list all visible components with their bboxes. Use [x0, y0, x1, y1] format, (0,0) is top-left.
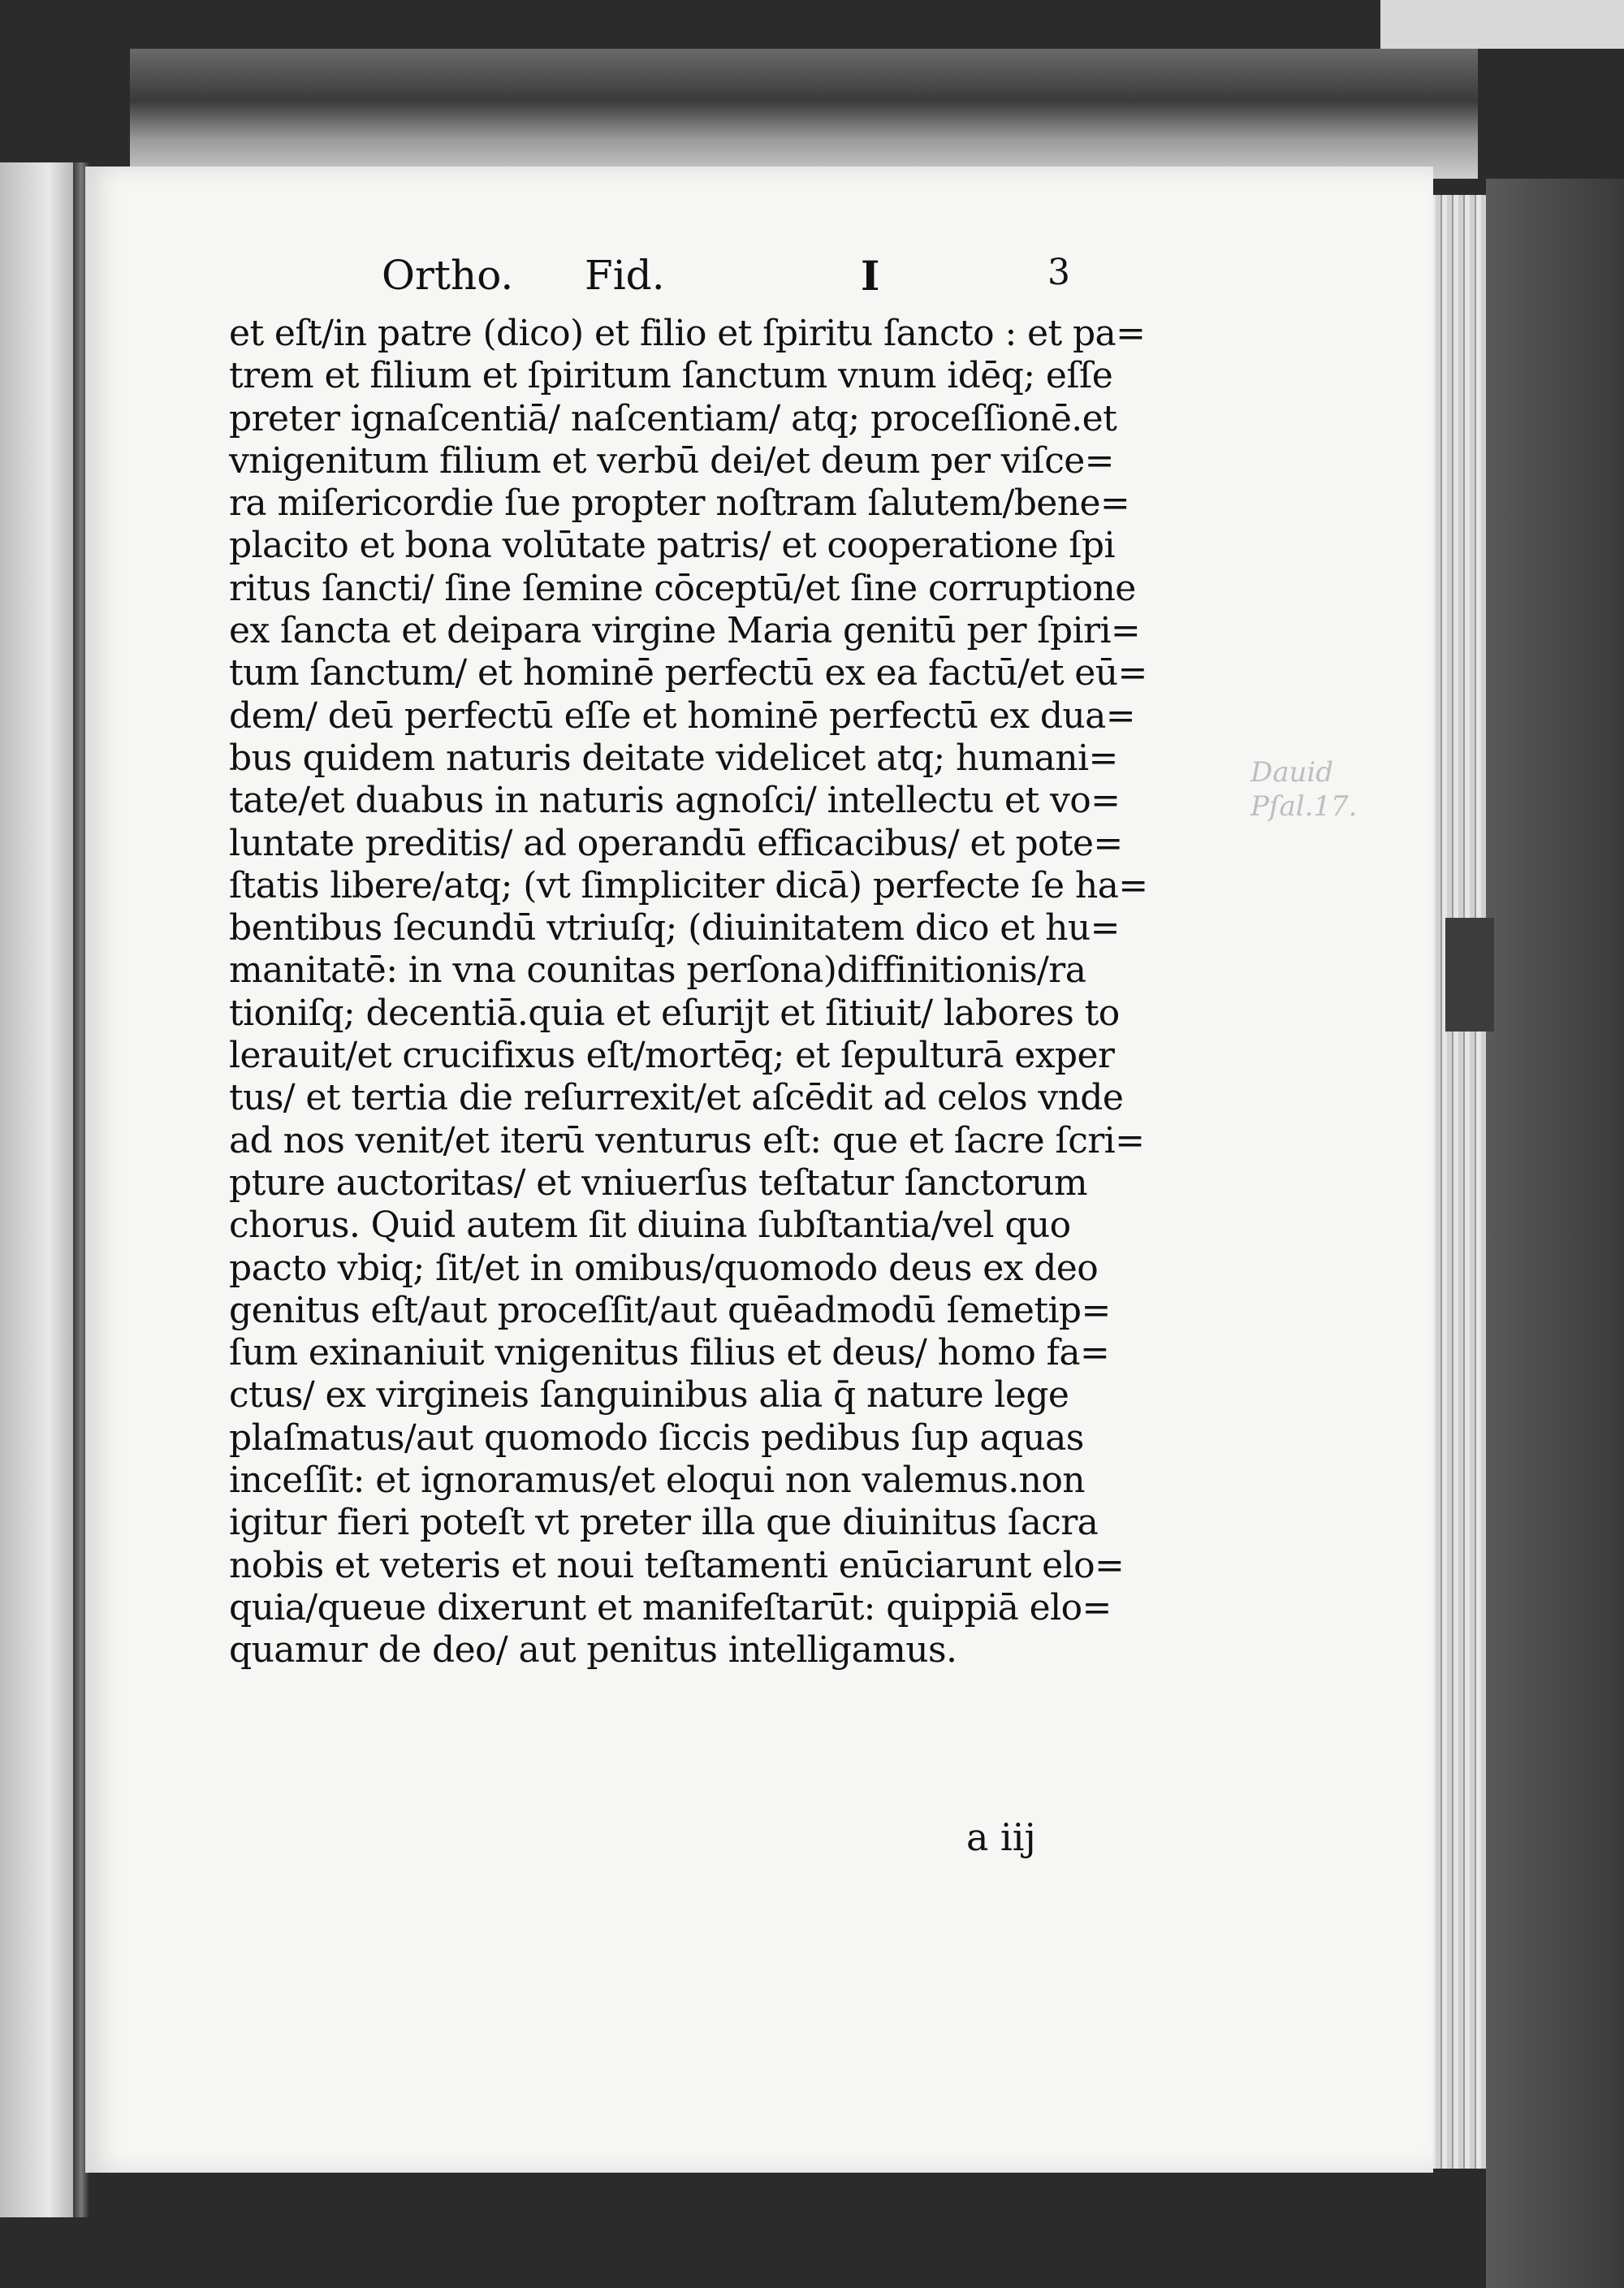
header-book-number: I [861, 252, 880, 300]
text-line: tum ſanctum/ et hominē perfectū ex ea factū/et eū= [229, 652, 1147, 694]
bleed-through-marginal-note [1250, 755, 1389, 824]
margin-note-line: Dauid [1250, 756, 1334, 789]
text-line: tioniſq; decentiā.quia et eſurijt et ſitiuit/ labores to [229, 992, 1120, 1034]
text-line: quia/queue dixerunt et manifeſtarūt: quippiā elo= [229, 1586, 1112, 1628]
text-line: nobis et veteris et noui teſtamenti enūciarunt elo= [229, 1544, 1125, 1586]
text-line: quamur de deo/ aut penitus intelligamus. [229, 1629, 957, 1672]
running-header [382, 252, 1080, 317]
margin-note-line: Pſal.17. [1250, 790, 1358, 823]
body-text [229, 313, 1148, 1672]
text-line: pacto vbiq; ſit/et in omibus/quomodo deus ex deo [229, 1247, 1099, 1289]
text-line: lerauit/et crucifixus eſt/mortēq; et ſepulturā exper [229, 1035, 1115, 1077]
folio-number: 3 [1047, 252, 1070, 293]
text-line: igitur fieri poteſt vt preter illa que diuinitus ſacra [229, 1502, 1099, 1544]
text-line: ex ſancta et deipara virgine Maria genitū per ſpiri= [229, 610, 1141, 652]
text-line: trem et filium et ſpiritum ſanctum vnum idēq; eſſe [229, 355, 1113, 397]
header-title-left: Ortho. [382, 252, 514, 299]
text-line: ad nos venit/et iterū venturus eſt: que et ſacre ſcri= [229, 1119, 1145, 1161]
text-line: inceſſit: et ignoramus/et eloqui non valemus.non [229, 1460, 1085, 1502]
text-line: placito et bona volūtate patris/ et cooperatione ſpi [229, 525, 1115, 567]
text-line: preter ignaſcentiā/ naſcentiam/ atq; proceſſionē.et [229, 397, 1117, 439]
book-cover-board [1486, 179, 1624, 2288]
text-line: manitatē: in vna counitas perſona)diffinitionis/ra [229, 949, 1086, 992]
text-line: bus quidem naturis deitate videlicet atq; humani= [229, 737, 1118, 779]
text-line: genitus eſt/aut proceſſit/aut quēadmodū ſemetip= [229, 1289, 1111, 1331]
text-line: chorus. Quid autem ſit diuina ſubſtantia/vel quo [229, 1205, 1071, 1247]
text-line: vnigenitum filium et verbū dei/et deum per viſce= [229, 439, 1114, 482]
binding-strap [1445, 918, 1494, 1032]
text-line: pture auctoritas/ et vniuerſus teſtatur ſanctorum [229, 1161, 1087, 1204]
text-line: tate/et duabus in naturis agnoſci/ intellectu et vo= [229, 780, 1121, 822]
text-line: ritus ſancti/ ſine ſemine cōceptū/et ſine corruptione [229, 567, 1136, 609]
text-line: dem/ deū perfectū eſſe et hominē perfectū ex dua= [229, 694, 1136, 737]
text-line: bentibus ſecundū vtriuſq; (diuinitatem dico et hu= [229, 907, 1120, 949]
text-line: tus/ et tertia die reſurrexit/et aſcēdit ad celos vnde [229, 1077, 1124, 1119]
text-line: et eſt/in patre (dico) et filio et ſpiritu ſancto : et pa= [229, 313, 1146, 354]
text-line: ſum exinaniuit vnigenitus filius et deus/ homo fa= [229, 1332, 1110, 1374]
left-page-edge [0, 162, 81, 2217]
signature-mark: a iij [966, 1815, 1036, 1859]
background-corner [1380, 0, 1624, 49]
text-line: ra miſericordie ſue propter noſtram ſalutem/bene= [229, 482, 1130, 525]
text-line: luntate preditis/ ad operandū efficacibus/ et pote= [229, 822, 1123, 864]
text-line: ctus/ ex virgineis ſanguinibus alia q̄ nature lege [229, 1374, 1069, 1416]
book-top-edge [130, 49, 1478, 179]
text-line: ſtatis libere/atq; (vt ſimpliciter dicā) perfecte ſe ha= [229, 864, 1148, 906]
header-title-middle: Fid. [585, 252, 665, 299]
text-line: plaſmatus/aut quomodo ſiccis pedibus ſup aquas [229, 1416, 1084, 1459]
